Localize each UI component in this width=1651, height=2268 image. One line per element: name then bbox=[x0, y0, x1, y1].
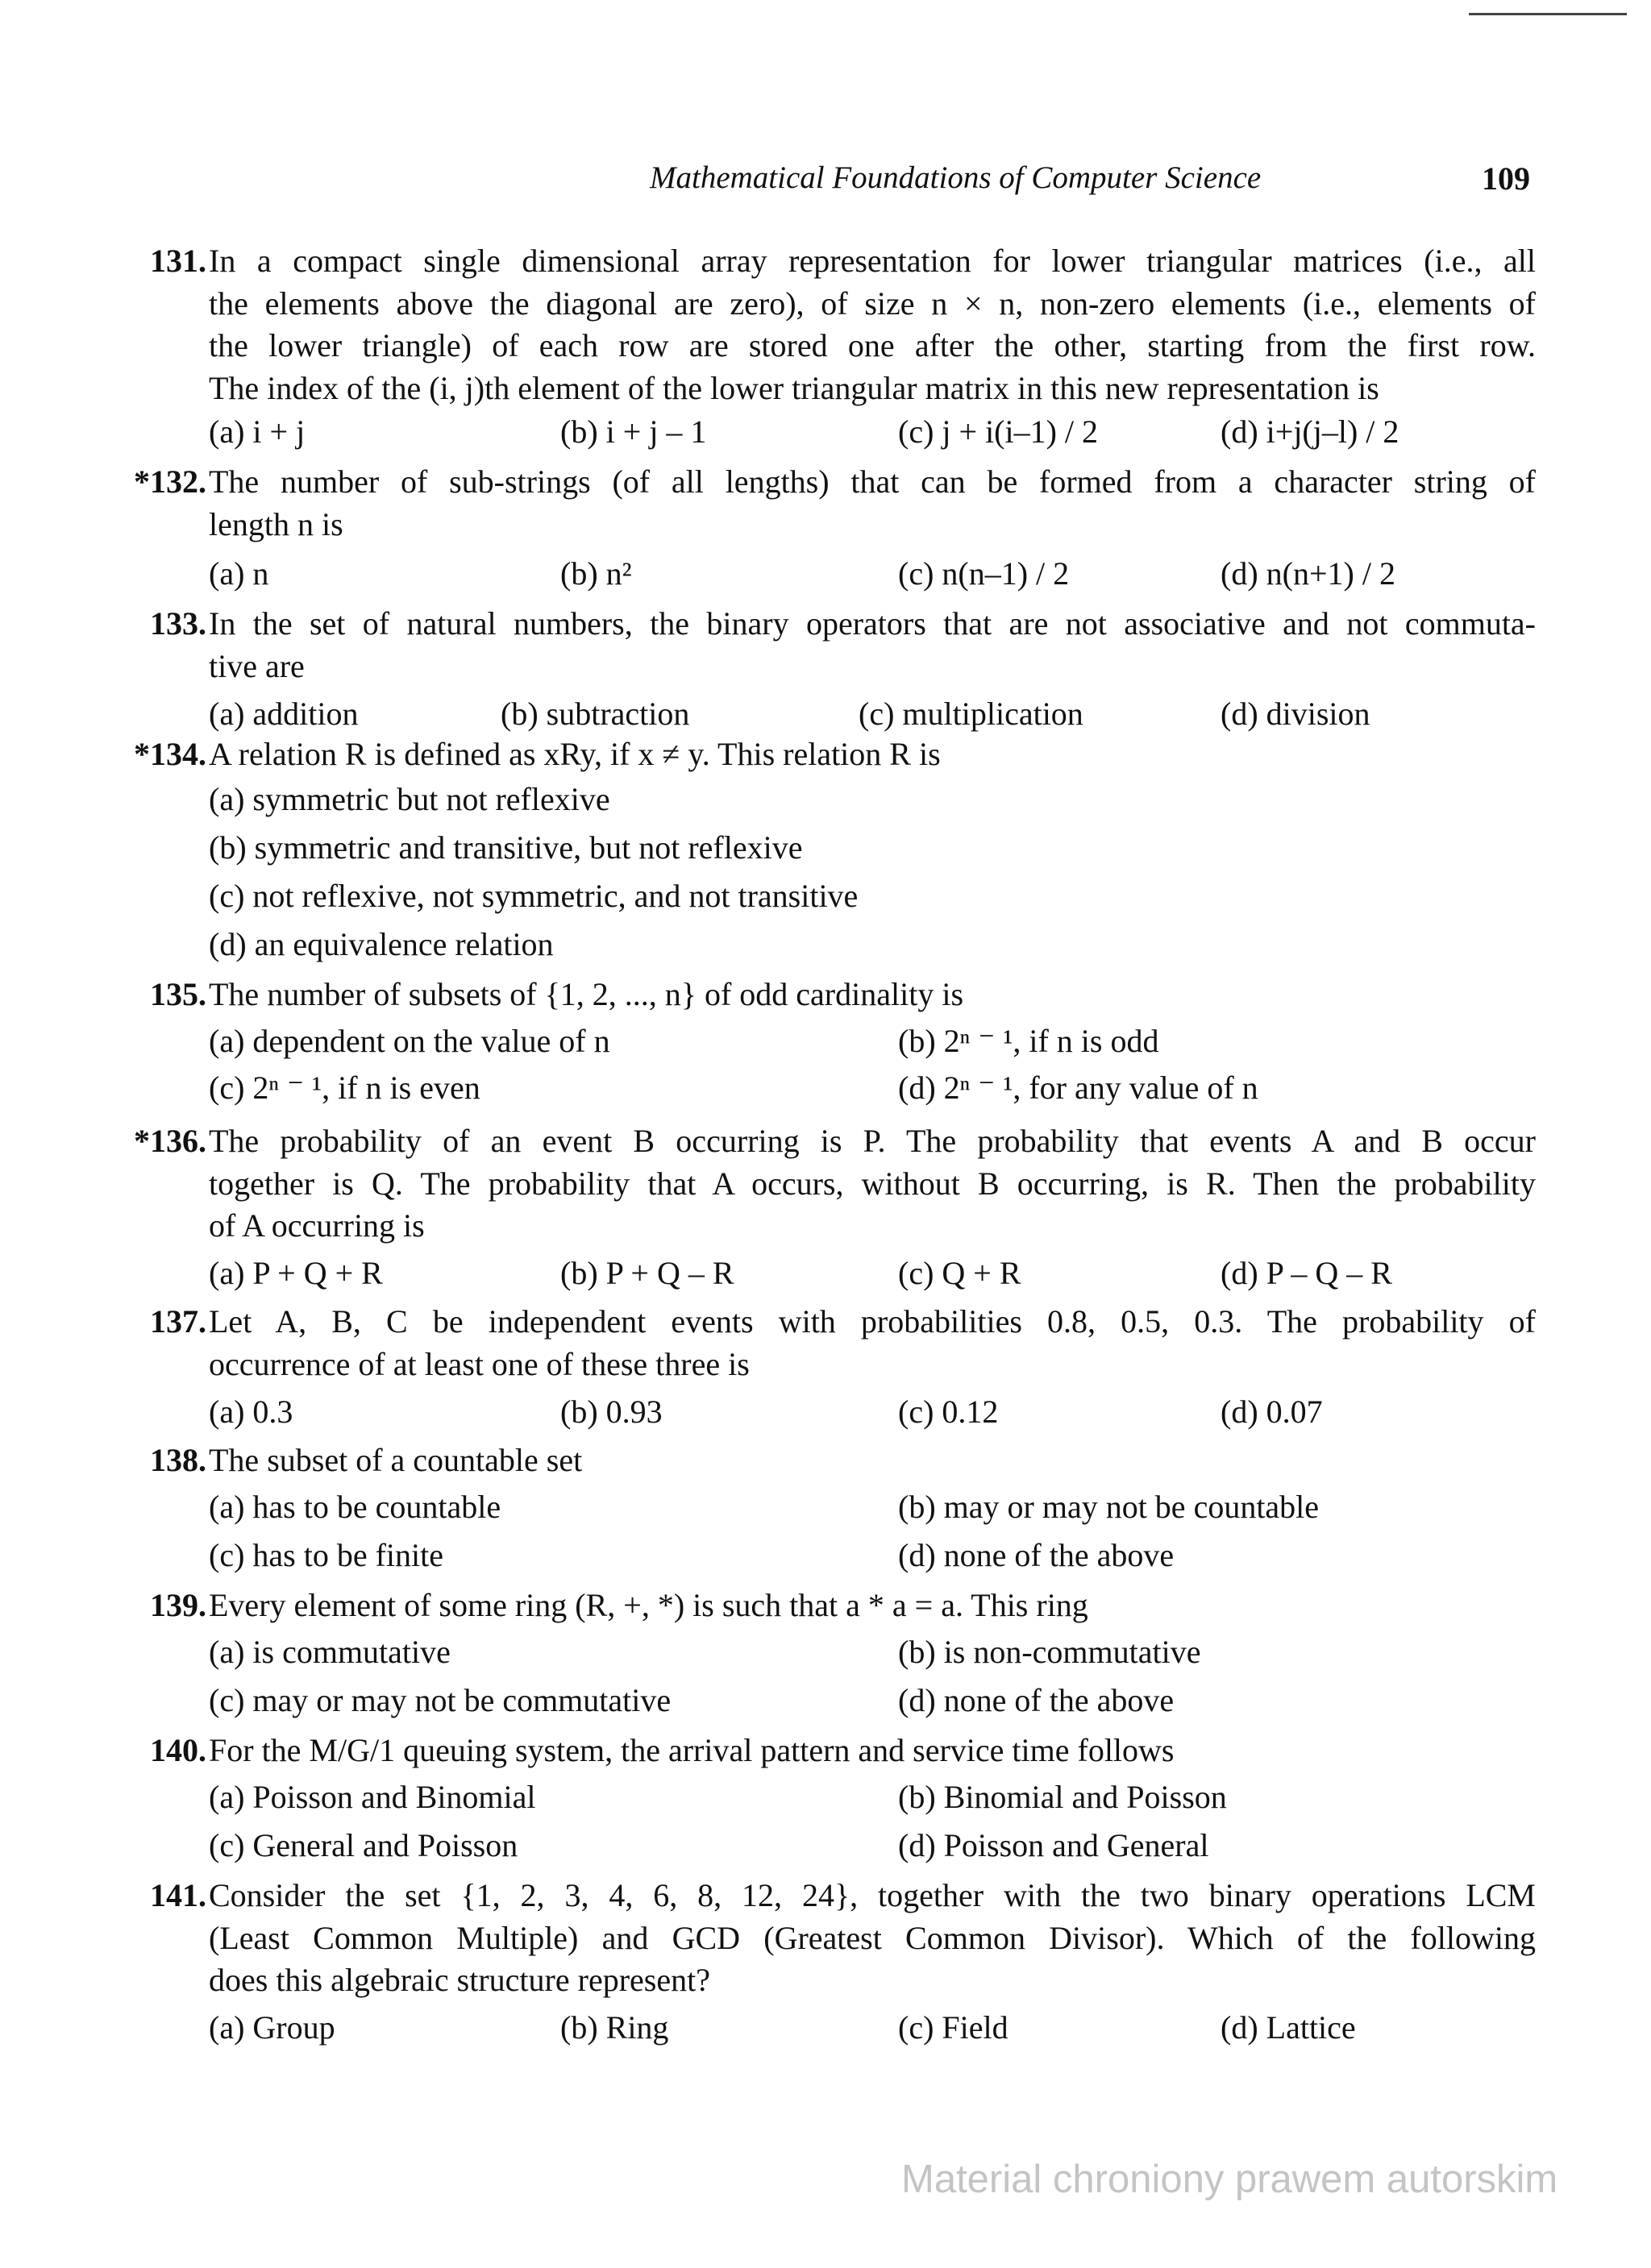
page-number: 109 bbox=[1482, 160, 1530, 197]
option-b[interactable]: (b) Ring bbox=[560, 2009, 669, 2046]
option-c[interactable]: (c) Q + R bbox=[898, 1255, 1021, 1291]
stem-line: the elements above the diagonal are zero), of size n × n, non-zero elements (i.e., elements of bbox=[209, 285, 1536, 322]
option-a[interactable]: (a) Poisson and Binomial bbox=[209, 1779, 536, 1815]
question-number: 141. bbox=[150, 1877, 206, 1913]
stem-line: together is Q. The probability that A occurs, without B occurring, is R. Then the probability bbox=[209, 1165, 1536, 1202]
option-d[interactable]: (d) none of the above bbox=[898, 1682, 1175, 1718]
question-stem bbox=[209, 1439, 1536, 1482]
option-d[interactable]: (d) n(n+1) / 2 bbox=[1221, 555, 1395, 592]
running-title: Mathematical Foundations of Computer Science bbox=[650, 160, 1262, 195]
option-c[interactable]: (c) not reflexive, not symmetric, and not transitive bbox=[209, 878, 859, 914]
stem-line: The index of the (i, j)th element of the lower triangular matrix in this new representation is bbox=[209, 369, 1379, 406]
question-stem bbox=[209, 1120, 1536, 1248]
stem-line: tive are bbox=[209, 647, 305, 684]
option-a[interactable]: (a) 0.3 bbox=[209, 1394, 293, 1430]
option-c[interactable]: (c) may or may not be commutative bbox=[209, 1682, 672, 1718]
option-a[interactable]: (a) n bbox=[209, 555, 269, 592]
option-b[interactable]: (b) Binomial and Poisson bbox=[898, 1779, 1227, 1815]
stem-line: The probability of an event B occurring is P. The probability that events A and B occur bbox=[209, 1123, 1536, 1159]
question-stem bbox=[209, 1585, 1536, 1627]
stem-line: In a compact single dimensional array representation for lower triangular matrices (i.e., all bbox=[209, 243, 1536, 279]
option-d[interactable]: (d) an equivalence relation bbox=[209, 926, 554, 962]
option-d[interactable]: (d) Lattice bbox=[1221, 2009, 1356, 2046]
option-a[interactable]: (a) symmetric but not reflexive bbox=[209, 781, 610, 817]
stem-line: does this algebraic structure represent? bbox=[209, 1962, 710, 1998]
option-b[interactable]: (b) is non-commutative bbox=[898, 1634, 1201, 1670]
option-d[interactable]: (d) 2ⁿ ⁻ ¹, for any value of n bbox=[898, 1070, 1258, 1106]
option-d[interactable]: (d) division bbox=[1221, 696, 1370, 732]
question-stem bbox=[209, 1301, 1536, 1385]
option-b[interactable]: (b) i + j – 1 bbox=[560, 413, 707, 450]
copyright-watermark: Material chroniony prawem autorskim bbox=[901, 2158, 1558, 2201]
option-d[interactable]: (d) Poisson and General bbox=[898, 1827, 1209, 1863]
option-b[interactable]: (b) P + Q – R bbox=[560, 1255, 734, 1291]
stem-line: A relation R is defined as xRy, if x ≠ y. This relation R is bbox=[209, 736, 941, 772]
question-stem bbox=[209, 1875, 1536, 2002]
stem-line: In the set of natural numbers, the binary operators that are not associative and not commuta- bbox=[209, 605, 1536, 642]
option-b[interactable]: (b) may or may not be countable bbox=[898, 1489, 1320, 1525]
option-a[interactable]: (a) i + j bbox=[209, 413, 306, 450]
question-stem bbox=[209, 733, 1536, 776]
option-d[interactable]: (d) i+j(j–l) / 2 bbox=[1221, 413, 1399, 450]
option-c[interactable]: (c) n(n–1) / 2 bbox=[898, 555, 1070, 592]
question-number: *134. bbox=[134, 736, 206, 772]
question-number: 135. bbox=[150, 976, 206, 1012]
corner-rule bbox=[1469, 13, 1627, 15]
stem-line: The number of sub-strings (of all lengths) that can be formed from a character string of bbox=[209, 463, 1536, 500]
stem-line: the lower triangle) of each row are stored one after the other, starting from the first row. bbox=[209, 327, 1536, 363]
stem-line: of A occurring is bbox=[209, 1207, 425, 1244]
option-c[interactable]: (c) j + i(i–1) / 2 bbox=[898, 413, 1099, 450]
option-a[interactable]: (a) addition bbox=[209, 696, 359, 732]
option-c[interactable]: (c) 0.12 bbox=[898, 1394, 999, 1430]
option-b[interactable]: (b) 2ⁿ ⁻ ¹, if n is odd bbox=[898, 1023, 1159, 1059]
question-number: 139. bbox=[150, 1587, 206, 1623]
question-number: 131. bbox=[150, 243, 206, 279]
option-c[interactable]: (c) has to be finite bbox=[209, 1537, 443, 1573]
stem-line: (Least Common Multiple) and GCD (Greatest Common Divisor). Which of the following bbox=[209, 1919, 1536, 1956]
option-b[interactable]: (b) n² bbox=[560, 555, 632, 592]
option-c[interactable]: (c) General and Poisson bbox=[209, 1827, 518, 1863]
stem-line: For the M/G/1 queuing system, the arrival pattern and service time follows bbox=[209, 1732, 1175, 1768]
question-stem bbox=[209, 974, 1536, 1016]
option-d[interactable]: (d) P – Q – R bbox=[1221, 1255, 1392, 1291]
question-stem bbox=[209, 603, 1536, 687]
stem-line: The subset of a countable set bbox=[209, 1442, 583, 1478]
question-number: 133. bbox=[150, 605, 206, 642]
option-c[interactable]: (c) multiplication bbox=[859, 696, 1083, 732]
option-a[interactable]: (a) dependent on the value of n bbox=[209, 1023, 610, 1059]
stem-line: The number of subsets of {1, 2, ..., n} of odd cardinality is bbox=[209, 976, 964, 1012]
option-d[interactable]: (d) 0.07 bbox=[1221, 1394, 1323, 1430]
option-a[interactable]: (a) P + Q + R bbox=[209, 1255, 383, 1291]
option-a[interactable]: (a) has to be countable bbox=[209, 1489, 501, 1525]
stem-line: length n is bbox=[209, 505, 343, 542]
option-b[interactable]: (b) subtraction bbox=[501, 696, 690, 732]
question-number: *132. bbox=[134, 463, 206, 500]
option-c[interactable]: (c) 2ⁿ ⁻ ¹, if n is even bbox=[209, 1070, 480, 1106]
option-d[interactable]: (d) none of the above bbox=[898, 1537, 1175, 1573]
option-a[interactable]: (a) is commutative bbox=[209, 1634, 451, 1670]
question-stem bbox=[209, 1730, 1536, 1772]
option-b[interactable]: (b) 0.93 bbox=[560, 1394, 663, 1430]
stem-line: occurrence of at least one of these three is bbox=[209, 1345, 750, 1382]
stem-line: Let A, B, C be independent events with probabilities 0.8, 0.5, 0.3. The probability of bbox=[209, 1303, 1536, 1340]
question-number: 138. bbox=[150, 1442, 206, 1478]
question-number: 140. bbox=[150, 1732, 206, 1768]
question-number: 137. bbox=[150, 1303, 206, 1340]
stem-line: Every element of some ring (R, +, *) is such that a * a = a. This ring bbox=[209, 1587, 1088, 1623]
option-a[interactable]: (a) Group bbox=[209, 2009, 335, 2046]
question-stem bbox=[209, 240, 1536, 409]
option-b[interactable]: (b) symmetric and transitive, but not reflexive bbox=[209, 829, 803, 866]
question-number: *136. bbox=[134, 1123, 206, 1159]
stem-line: Consider the set {1, 2, 3, 4, 6, 8, 12, 24}, together with the two binary operations LCM bbox=[209, 1877, 1536, 1913]
question-stem bbox=[209, 461, 1536, 546]
option-c[interactable]: (c) Field bbox=[898, 2009, 1008, 2046]
